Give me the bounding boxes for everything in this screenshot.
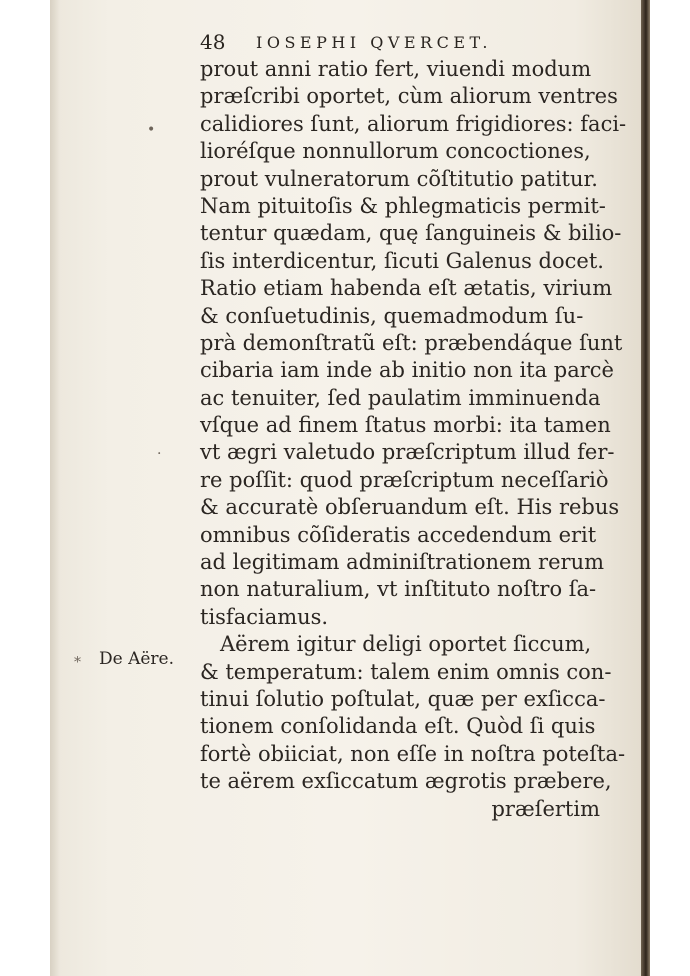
text-line: re poſſit: quod præſcriptum neceſſariò — [200, 467, 609, 492]
text-line: & accuratè obſeruandum eſt. His rebus — [200, 495, 620, 520]
page-number: 48 — [200, 30, 226, 54]
ink-speck: • — [147, 122, 156, 138]
body-text — [200, 56, 627, 823]
text-line: omnibus cõſideratis accedendum erit — [200, 522, 597, 547]
text-line: & conſuetudinis, quemadmodum ſu- — [200, 303, 584, 328]
text-line: ſis interdicentur, ſicuti Galenus docet. — [200, 248, 604, 273]
paragraph-first-line: Aërem igitur deligi oportet ſiccum, — [220, 632, 592, 657]
text-line: vſque ad finem ſtatus morbi: ita tamen — [200, 413, 611, 438]
page-edge — [641, 0, 650, 976]
gutter-shadow — [50, 0, 60, 976]
text-line: tinui ſolutio poſtulat, quæ per exſicca- — [200, 686, 606, 711]
text-line: non naturalium, vt inſtituto noſtro ſa- — [200, 577, 597, 602]
text-line: calidiores ſunt, aliorum frigidiores: faci- — [200, 111, 627, 136]
catchword: præſertim — [491, 796, 600, 821]
text-line: prà demonſtratũ eſt: præbendáque ſunt — [200, 330, 623, 355]
text-line: fortè obiiciat, non eſſe in noſtra poteſta- — [200, 741, 626, 766]
text-line: tisfaciamus. — [200, 604, 329, 629]
ink-speck: · — [157, 446, 162, 462]
text-line: vt ægri valetudo præſcriptum illud fer- — [200, 440, 615, 465]
text-line: Nam pituitoſis & phlegmaticis permit- — [200, 193, 606, 218]
ink-speck: ⁎ — [74, 650, 81, 666]
text-line: tionem conſolidanda eſt. Quòd ſi quis — [200, 714, 596, 739]
text-line: & temperatum: talem enim omnis con- — [200, 659, 612, 684]
text-line: præſcribi oportet, cùm aliorum ventres — [200, 84, 618, 109]
text-line: prout anni ratio fert, viuendi modum — [200, 57, 592, 81]
text-line: ad legitimam adminiſtrationem rerum — [200, 550, 605, 575]
text-line: te aërem exſiccatum ægrotis præbere, — [200, 769, 612, 794]
text-line: tentur quædam, quę ſanguineis & bilio- — [200, 221, 622, 246]
marginal-note: De Aëre. — [99, 649, 175, 669]
text-line: Ratio etiam habenda eſt ætatis, virium — [200, 276, 613, 301]
page-header — [200, 30, 600, 54]
text-line: cibaria iam inde ab initio non ita parcè — [200, 358, 614, 383]
text-line: prout vulneratorum cõſtitutio patitur. — [200, 166, 598, 191]
running-head: IOSEPHI QVERCET. — [256, 33, 492, 52]
text-line: lioréſque nonnullorum concoctiones, — [200, 139, 591, 164]
text-line: ac tenuiter, ſed paulatim imminuenda — [200, 385, 601, 410]
